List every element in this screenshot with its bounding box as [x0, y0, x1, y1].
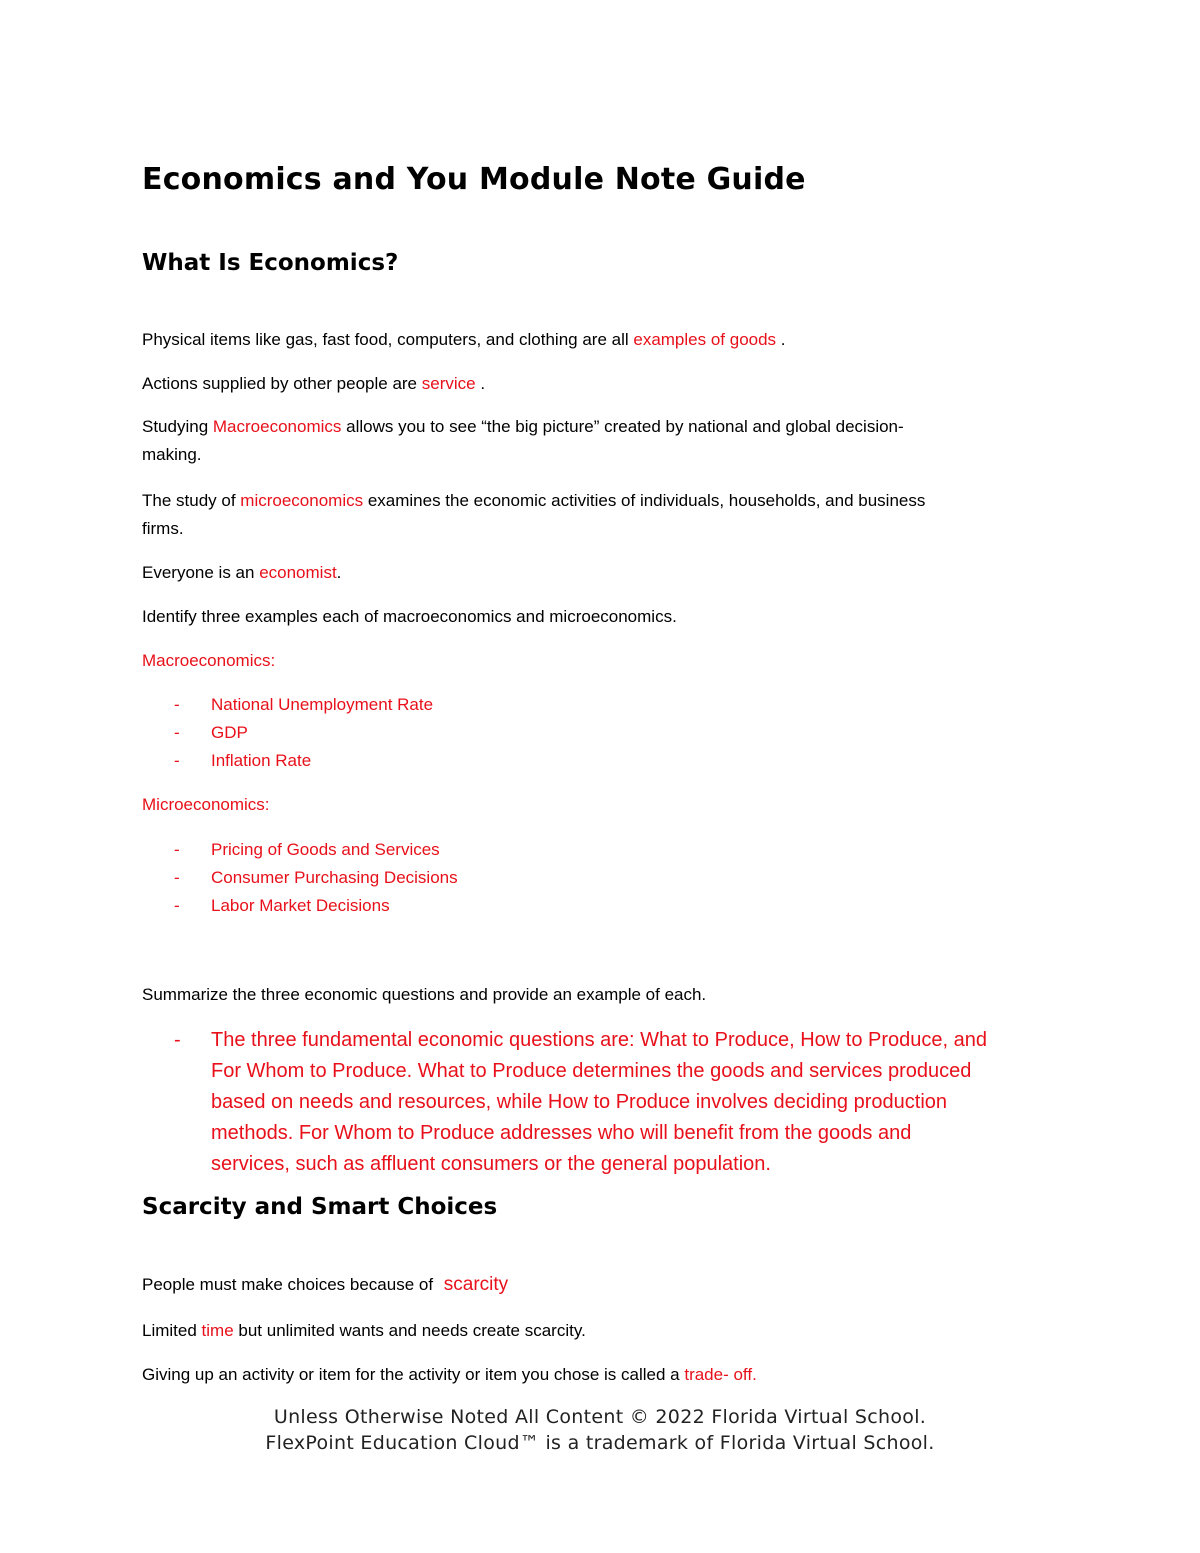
macro-answer: Macroeconomics	[212, 417, 342, 436]
time-sentence-text: Limited	[142, 1321, 202, 1340]
tradeoff-sentence-text: Giving up an activity or item for the activity or item you chose is called a	[142, 1365, 685, 1384]
tradeoff-answer: trade- off.	[684, 1365, 757, 1384]
micro-sentence-text: The study of	[142, 491, 241, 510]
macro-example: National Unemployment Rate	[211, 695, 434, 714]
goods-sentence	[142, 326, 786, 354]
list-item	[174, 747, 433, 775]
micro-example: Pricing of Goods and Services	[211, 840, 440, 859]
list-item	[174, 864, 458, 892]
bullet-dash: -	[174, 868, 180, 887]
macro-examples-list	[174, 691, 433, 775]
summarize-prompt: Summarize the three economic questions and provide an example of each.	[142, 985, 707, 1004]
micro-sentence	[142, 487, 925, 543]
summary-line: methods. For Whom to Produce addresses who will benefit from the goods and	[211, 1122, 912, 1144]
list-item	[174, 892, 458, 920]
micro-answer: microeconomics	[240, 491, 364, 510]
economist-sentence	[142, 559, 341, 587]
summary-text	[211, 1025, 1071, 1180]
macro-example: GDP	[211, 723, 248, 742]
micro-sentence-rest: examines the economic activities of individuals, households, and business	[363, 491, 926, 510]
macro-example: Inflation Rate	[211, 751, 312, 770]
footer-trademark: FlexPoint Education Cloud™ is a trademark of Florida Virtual School.	[265, 1432, 935, 1454]
summary-line: For Whom to Produce. What to Produce determines the goods and services produced	[211, 1060, 972, 1082]
macro-sentence-rest: allows you to see “the big picture” created by national and global decision-	[341, 417, 904, 436]
economist-sentence-end: .	[336, 563, 342, 582]
goods-sentence-text: Physical items like gas, fast food, computers, and clothing are all	[142, 330, 634, 349]
tradeoff-sentence	[142, 1361, 757, 1389]
list-item	[174, 836, 458, 864]
micro-example: Labor Market Decisions	[211, 896, 390, 915]
micro-examples-list	[174, 836, 458, 920]
macro-sentence-text: Studying	[142, 417, 213, 436]
bullet-dash: -	[174, 751, 180, 770]
time-answer: time	[201, 1321, 234, 1340]
summary-line: services, such as affluent consumers or the general population.	[211, 1153, 771, 1175]
page-title: Economics and You Module Note Guide	[142, 162, 806, 197]
section-heading-scarcity: Scarcity and Smart Choices	[142, 1194, 498, 1220]
micro-example: Consumer Purchasing Decisions	[211, 868, 458, 887]
service-sentence-text: Actions supplied by other people are	[142, 374, 422, 393]
economist-answer: economist	[259, 563, 337, 582]
footer-copyright: Unless Otherwise Noted All Content © 2022 Florida Virtual School.	[273, 1406, 927, 1428]
bullet-dash: -	[174, 723, 180, 742]
goods-sentence-end: .	[776, 330, 786, 349]
bullet-dash: -	[174, 1029, 181, 1051]
list-item	[174, 691, 433, 719]
summary-line: based on needs and resources, while How to Produce involves deciding production	[211, 1091, 948, 1113]
macro-sentence	[142, 413, 904, 469]
summary-line: The three fundamental economic questions are: What to Produce, How to Produce, and	[211, 1029, 987, 1051]
scarcity-sentence	[142, 1271, 508, 1299]
service-answer: service	[421, 374, 476, 393]
section-heading-what-is-economics: What Is Economics?	[142, 250, 399, 276]
time-sentence-rest: but unlimited wants and needs create scarcity.	[233, 1321, 586, 1340]
identify-prompt: Identify three examples each of macroeconomics and microeconomics.	[142, 607, 677, 626]
goods-answer: examples of goods	[633, 330, 777, 349]
macro-label: Macroeconomics:	[142, 651, 276, 670]
scarcity-answer: scarcity	[443, 1274, 509, 1295]
service-sentence-end: .	[475, 374, 486, 393]
micro-sentence-end: firms.	[142, 519, 184, 538]
macro-sentence-end: making.	[142, 445, 202, 464]
service-sentence	[142, 370, 485, 398]
summary-answer	[174, 1025, 1074, 1180]
economist-sentence-text: Everyone is an	[142, 563, 260, 582]
micro-label: Microeconomics:	[142, 795, 270, 814]
scarcity-sentence-text: People must make choices because of	[142, 1275, 438, 1294]
list-item	[174, 719, 433, 747]
bullet-dash: -	[174, 840, 180, 859]
bullet-dash: -	[174, 896, 180, 915]
bullet-dash: -	[174, 695, 180, 714]
time-sentence	[142, 1317, 586, 1345]
